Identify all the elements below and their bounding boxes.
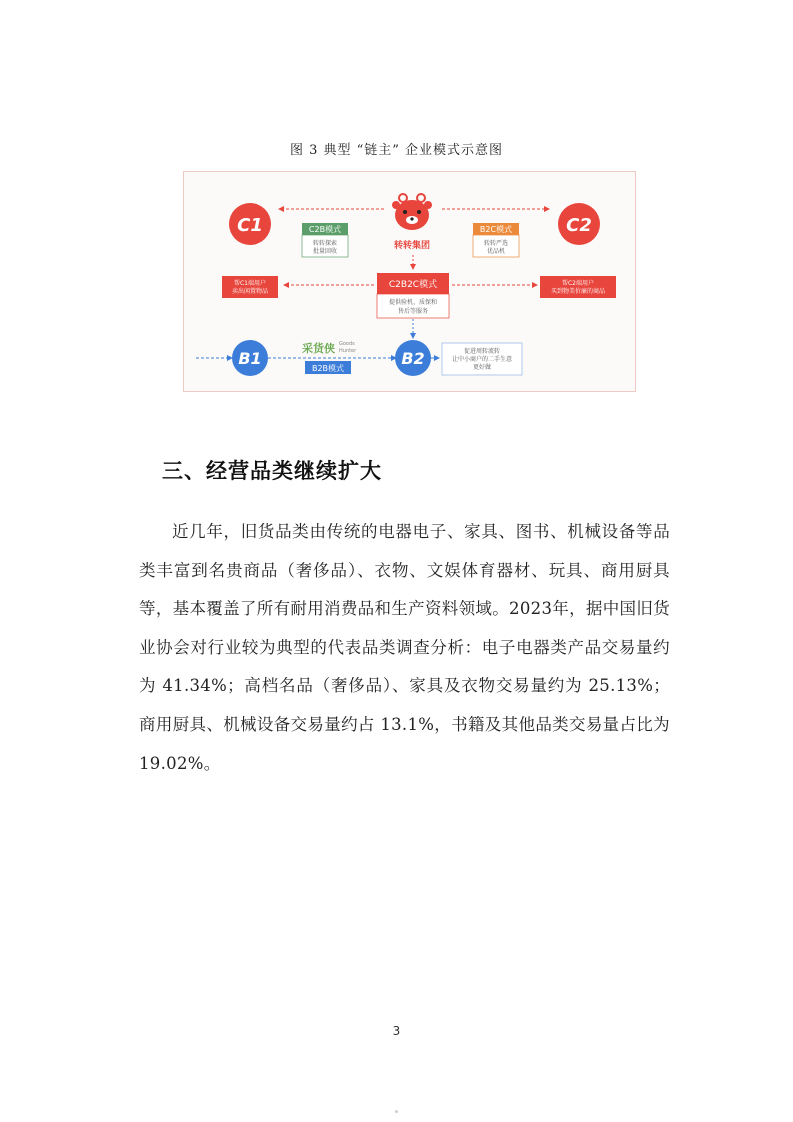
c2b2c-desc-1: 提供验机、质保和 <box>388 299 438 306</box>
business-model-diagram <box>183 171 636 392</box>
c2b2c-desc-2: 售后等服务 <box>397 308 429 315</box>
section-title: 三、经营品类继续扩大 <box>162 459 382 483</box>
b2-label: B2 <box>401 349 425 368</box>
c2b-label: C2B模式 <box>308 225 342 234</box>
b2b-brand: 采货侠 <box>302 342 335 355</box>
page-number: 3 <box>392 1024 401 1038</box>
b2c-desc-1: 转转严选 <box>483 240 509 247</box>
footer-dot <box>395 1110 398 1113</box>
right-box-line-1: 帮C2端用户 <box>561 280 595 287</box>
b2b-label: B2B模式 <box>311 364 345 373</box>
right-box-line-2: 买到物美价廉的商品 <box>550 288 606 295</box>
body-paragraph: 近几年，旧货品类由传统的电器电子、家具、图书、机械设备等品类丰富到名贵商品（奢侈品）、衣物、文娱体育器材、玩具、商用厨具等，基本覆盖了所有耐用消费品和生产资料领域。2023年，据中国旧货业协会对行业较为典型的代表品类调查分析：电子电器类产品交易量约为 41.34%；高档名品（奢侈品）、家具及衣物交易量约为 25.13%；商用厨具、机械设备交易量约占 13.1%，书籍及其他品类交易量占比为 19.02%。 <box>139 522 670 773</box>
diagram-svg <box>184 172 637 393</box>
c1-label: C1 <box>237 215 263 236</box>
b2c-desc-2: 优品机 <box>486 248 506 255</box>
center-label: 转转集团 <box>393 241 431 251</box>
b2-box-line-2: 让中小商户的二手生意 <box>451 356 513 363</box>
c2b2c-label: C2B2C模式 <box>388 280 438 290</box>
b2-box-line-1: 促进周转流转 <box>463 348 501 355</box>
b2b-brand-sub-1: Goods <box>339 341 355 347</box>
c2b-desc-2: 批量回收 <box>312 248 338 255</box>
c2-label: C2 <box>566 215 592 236</box>
b1-label: B1 <box>238 349 262 368</box>
b2b-brand-sub-2: Hunter <box>339 348 357 354</box>
left-box-line-1: 帮C1端用户 <box>233 280 267 287</box>
left-box-line-2: 卖出闲置物品 <box>231 288 269 295</box>
b2-box-line-3: 更好做 <box>472 364 492 371</box>
zhuanzhuan-logo <box>392 194 432 230</box>
c2b-desc-1: 转转探索 <box>312 240 338 247</box>
b2c-label: B2C模式 <box>479 225 513 234</box>
figure-caption: 图 3 典型 “链主” 企业模式示意图 <box>289 143 504 158</box>
